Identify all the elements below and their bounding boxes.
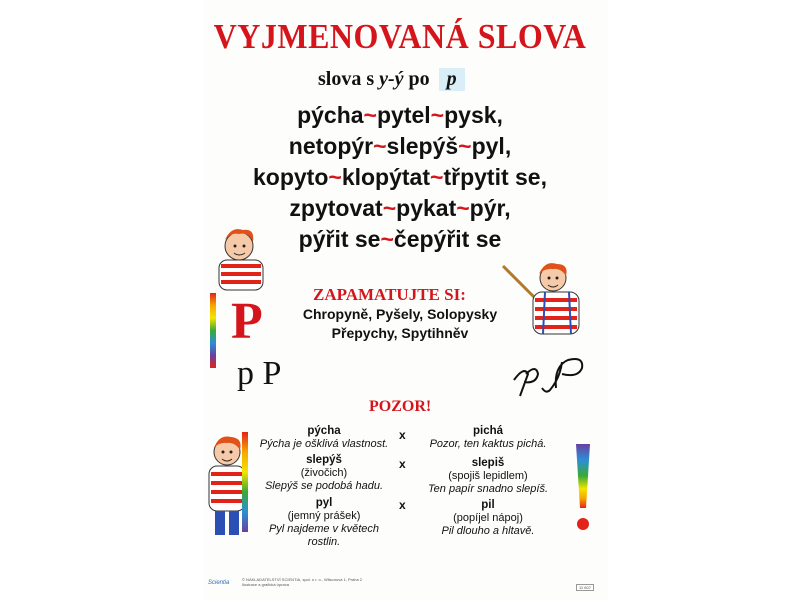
- exclamation-icon: [572, 440, 594, 535]
- subtitle: [318, 68, 465, 91]
- word-line: pýřit se~čepýřit se: [298, 226, 502, 252]
- subtitle-po: po: [408, 68, 430, 90]
- word: pykat: [396, 195, 457, 221]
- entry-word: pyl: [315, 497, 333, 509]
- remember-line-2: Přepychy, Spytihněv: [331, 325, 469, 341]
- printed-letter-pair: p P: [237, 355, 282, 392]
- entry-sentence: Pyl najdeme v květech rostlin.: [268, 523, 380, 548]
- entry-sentence: Pozor, ten kaktus pichá.: [429, 438, 547, 450]
- pozor-left-entry-2: [254, 454, 394, 493]
- entry-sentence: Pýcha je ošklivá vlastnost.: [259, 438, 389, 450]
- entry-sentence: Ten papír snadno slepíš.: [427, 483, 549, 495]
- poster-title: VYJMENOVANÁ SLOVA: [213, 16, 587, 56]
- subtitle-letters: y-ý: [379, 68, 404, 90]
- remember-heading: ZAPAMATUJTE SI:: [313, 285, 466, 304]
- word: pytel: [376, 102, 431, 128]
- entry-note: (živočich): [300, 467, 348, 479]
- entry-word: pil: [481, 499, 495, 511]
- cursive-letter-pair: [510, 352, 600, 397]
- word: pýr,: [469, 195, 511, 221]
- word: slepýš: [386, 133, 459, 159]
- remember-line-1: Chropyně, Pyšely, Solopysky: [302, 306, 498, 322]
- footer-fine-print: [242, 577, 572, 587]
- big-letter-p: P: [231, 293, 263, 350]
- pozor-right-entry-3: [418, 499, 558, 538]
- subtitle-letter-box: p: [439, 68, 465, 91]
- rainbow-bar-bottom-left: [242, 432, 248, 532]
- pozor-right-entry-1: [418, 425, 558, 451]
- entry-note: (jemný prášek): [287, 510, 361, 522]
- remember-names: [0, 305, 800, 343]
- word: netopýr: [288, 133, 374, 159]
- contrast-mark: x: [399, 498, 406, 512]
- word: kopyto: [253, 164, 329, 190]
- entry-word: pichá: [472, 425, 504, 437]
- pozor-left-entry-1: [254, 425, 394, 451]
- word-line: netopýr~slepýš~pyl,: [288, 133, 512, 159]
- word-line: pýcha~pytel~pysk,: [297, 102, 503, 128]
- subtitle-prefix: slova s: [318, 68, 375, 90]
- boy-leaning-illustration: [205, 218, 275, 293]
- entry-note: (popíjel nápoj): [453, 512, 523, 524]
- word-line: zpytovat~pykat~pýr,: [289, 195, 511, 221]
- contrast-mark: x: [399, 457, 406, 471]
- word: zpytovat: [289, 195, 383, 221]
- entry-word: slepýš: [306, 454, 342, 466]
- word: čepýřit se: [393, 226, 502, 252]
- word-line: kopyto~klopýtat~třpytit se,: [253, 164, 547, 190]
- entry-note: (spojiš lepidlem): [448, 470, 528, 482]
- word-list: [0, 100, 800, 255]
- product-code: 11 607: [576, 584, 594, 591]
- footer-line-1: © NAKLADATELSTVÍ SCIENTIA, spol. s r. o., Wilsonova 1, Praha 2: [242, 577, 363, 582]
- footer-line-2: Ilustrace a grafická úprava: [242, 582, 289, 587]
- entry-word: pýcha: [307, 425, 341, 437]
- word: pyl,: [471, 133, 512, 159]
- entry-sentence: Pil dlouho a hltavě.: [441, 525, 535, 537]
- word: pýcha: [297, 102, 364, 128]
- word: pysk,: [444, 102, 503, 128]
- pozor-left-entry-3: [254, 497, 394, 549]
- word: klopýtat: [341, 164, 431, 190]
- entry-word: slepiš: [471, 457, 505, 469]
- publisher-logo: Scientia: [208, 580, 230, 586]
- word: třpytit se,: [443, 164, 547, 190]
- word: pýřit se: [298, 226, 381, 252]
- pozor-right-entry-2: [418, 457, 558, 496]
- entry-sentence: Slepýš se podobá hadu.: [264, 480, 384, 492]
- contrast-mark: x: [399, 428, 406, 442]
- pozor-heading: POZOR!: [369, 398, 432, 415]
